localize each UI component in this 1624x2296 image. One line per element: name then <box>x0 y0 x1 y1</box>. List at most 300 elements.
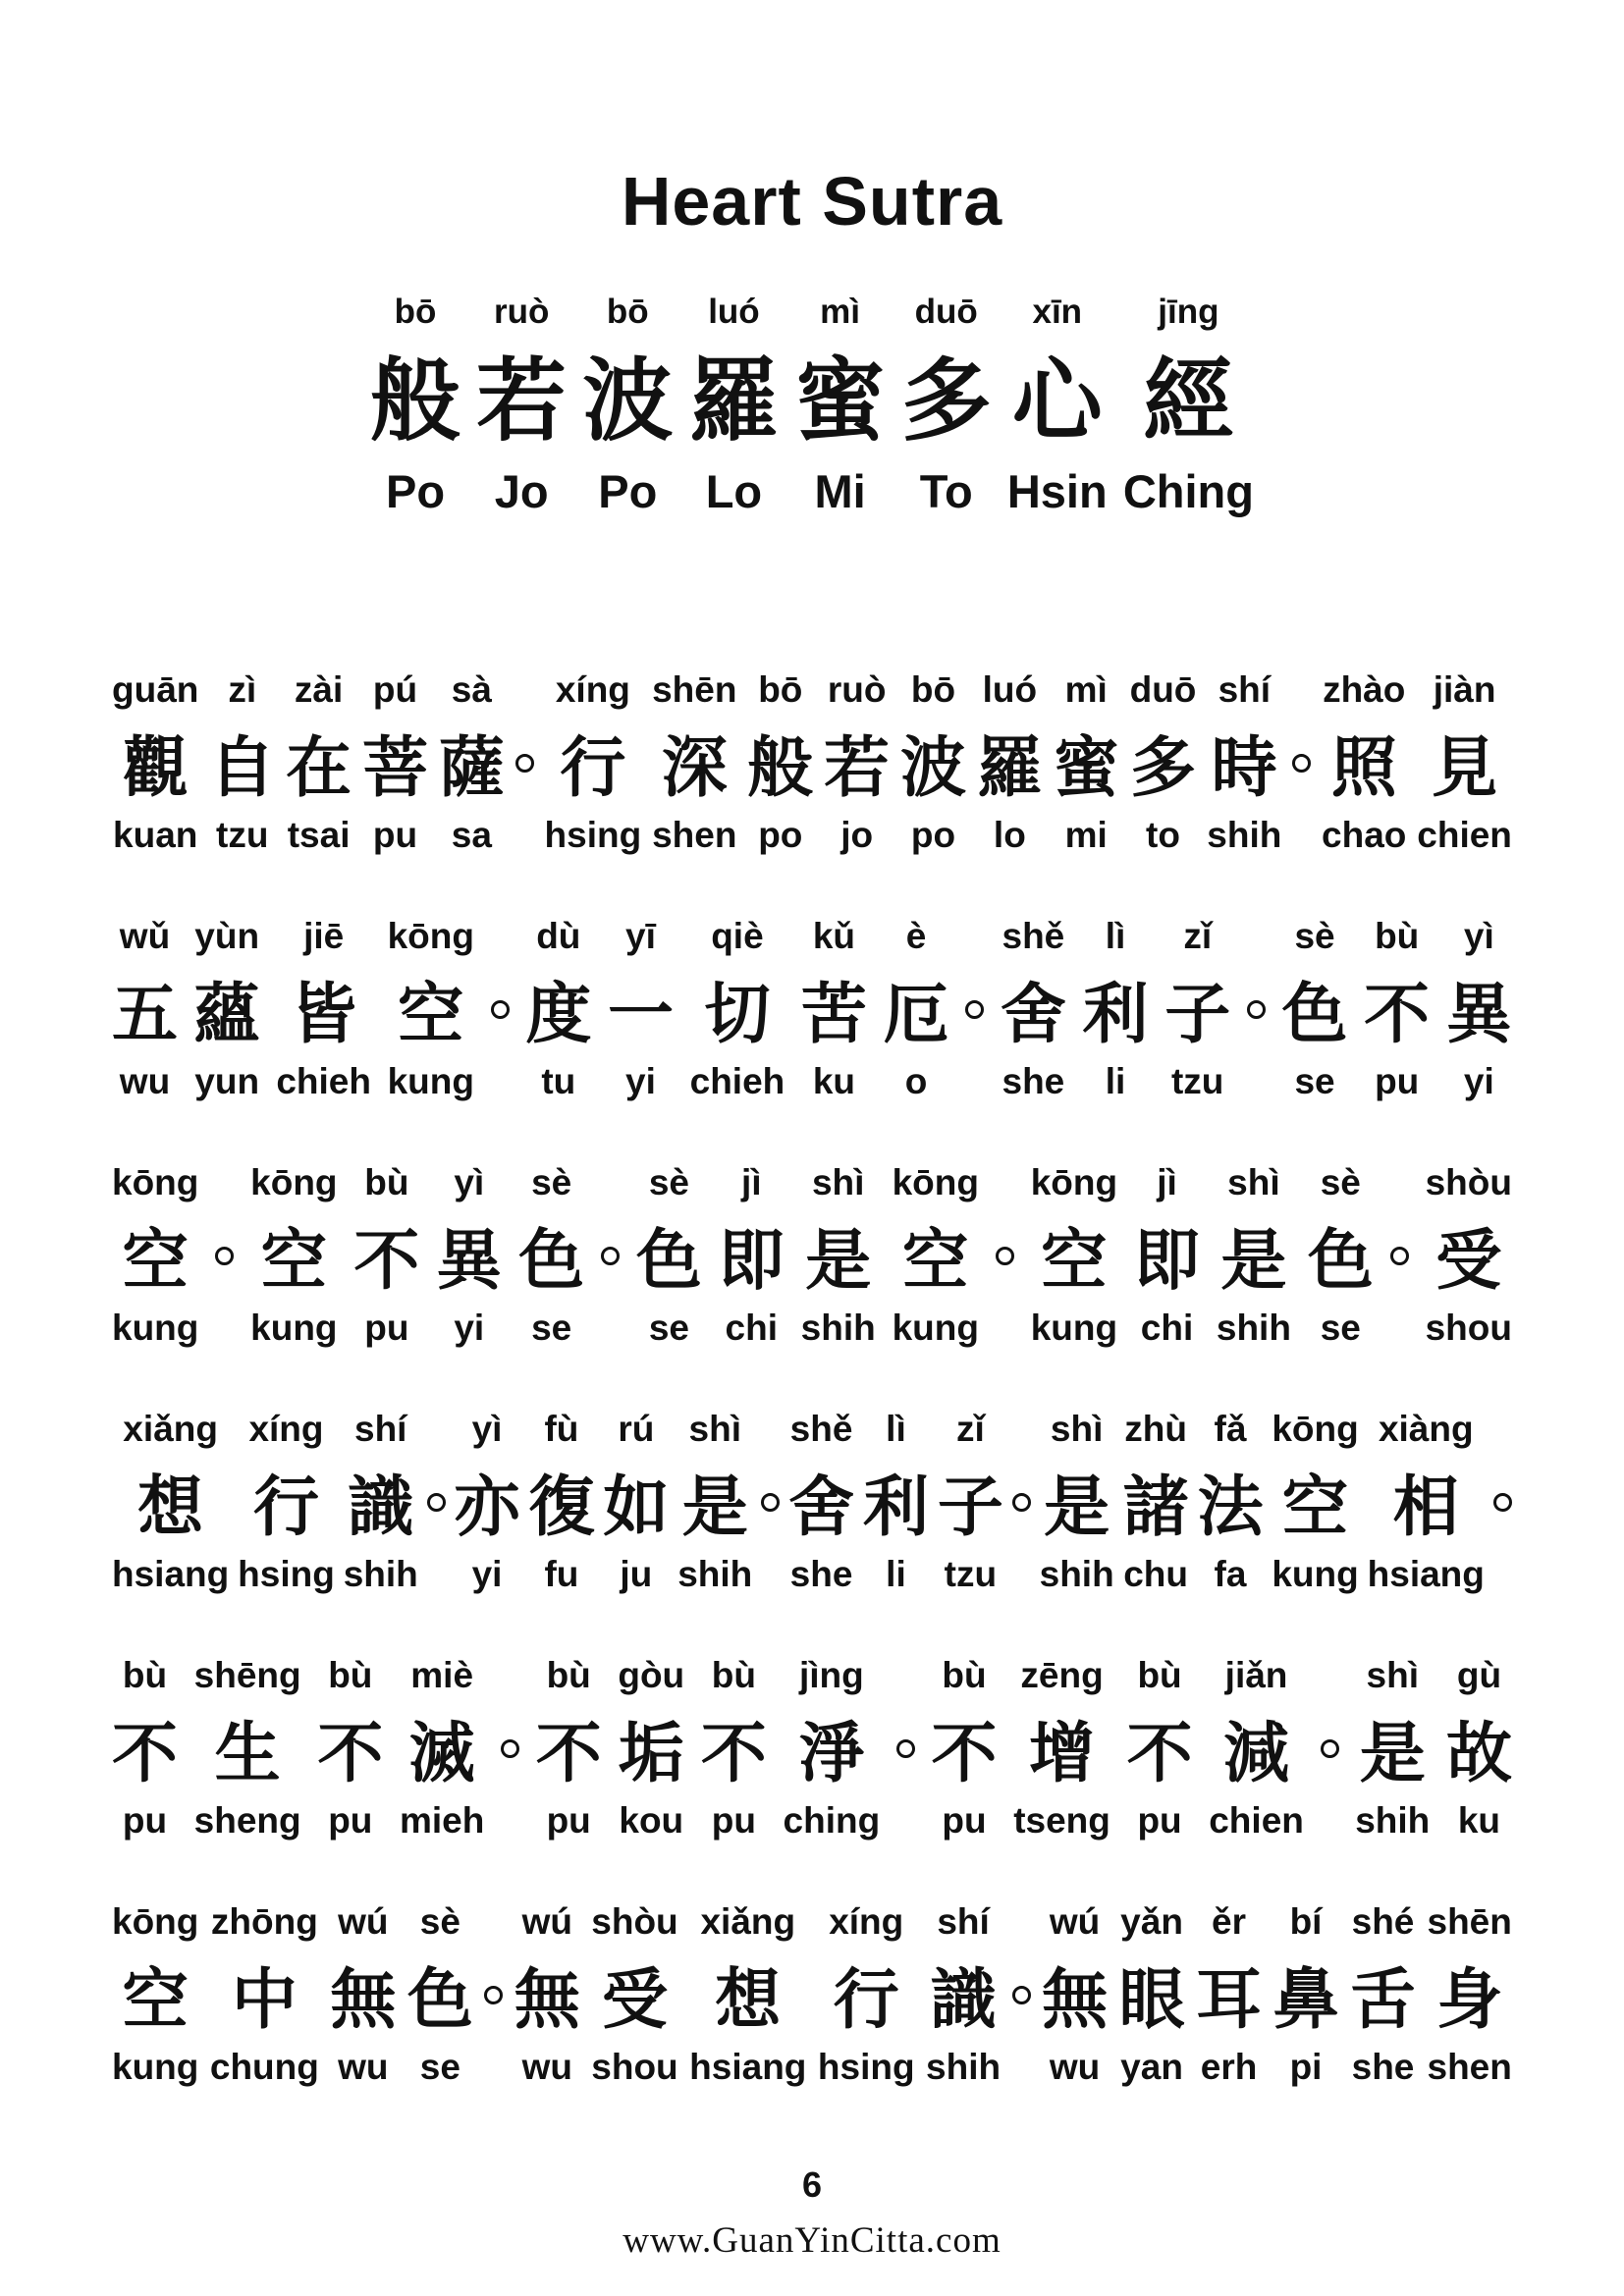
pinyin-syllable: jì <box>741 1162 762 1202</box>
wade-giles-syllable: kung <box>250 1308 338 1348</box>
syllable-column <box>528 1399 594 1605</box>
punctuation-column <box>484 1892 503 2098</box>
pinyin-syllable: bō <box>910 669 956 710</box>
pinyin-syllable: shě <box>1001 916 1065 956</box>
syllable-column <box>1446 906 1512 1112</box>
hanzi-character: 即 <box>1134 1224 1200 1298</box>
ideographic-period <box>1493 1493 1512 1512</box>
ideographic-period <box>1390 1247 1409 1265</box>
punctuation-column <box>491 906 510 1112</box>
sutra-line-block <box>112 1645 1512 1851</box>
hanzi-character: 無 <box>330 1963 397 2037</box>
page-number: 6 <box>801 2164 823 2205</box>
syllable-column <box>690 906 785 1112</box>
syllable-column <box>1308 1152 1374 1359</box>
syllable-column <box>824 660 890 866</box>
wade-giles-syllable: se <box>531 1308 572 1348</box>
pinyin-syllable: jiē <box>303 916 345 956</box>
wade-giles-syllable: hsiang <box>1367 1554 1485 1594</box>
ideographic-period <box>761 1493 780 1512</box>
wade-giles-syllable: To <box>919 465 973 517</box>
hanzi-character: 眼 <box>1118 1963 1185 2037</box>
wade-giles-syllable: tseng <box>1013 1800 1110 1841</box>
hanzi-character: 色 <box>406 1963 473 2037</box>
pinyin-syllable: bù <box>1375 916 1420 956</box>
hanzi-character: 皆 <box>291 978 357 1051</box>
wade-giles-syllable: po <box>910 815 956 855</box>
pinyin-syllable: kōng <box>112 1162 199 1202</box>
pinyin-syllable: jīng <box>1158 293 1219 331</box>
wade-giles-syllable: kou <box>619 1800 684 1841</box>
wade-giles-syllable: pu <box>328 1800 373 1841</box>
wade-giles-syllable: shou <box>591 2047 678 2087</box>
wade-giles-syllable: ju <box>620 1554 653 1594</box>
wade-giles-syllable: chao <box>1322 815 1407 855</box>
syllable-column <box>1355 1645 1430 1851</box>
syllable-column <box>795 277 886 518</box>
hanzi-character: 法 <box>1197 1470 1264 1544</box>
ideographic-period <box>601 1247 620 1265</box>
pinyin-syllable: bù <box>942 1655 987 1695</box>
ideographic-period <box>515 754 534 773</box>
pinyin-syllable: shì <box>1227 1162 1280 1202</box>
wade-giles-syllable: shih <box>1355 1800 1431 1841</box>
hanzi-character: 是 <box>1044 1470 1110 1544</box>
syllable-column <box>1217 1152 1291 1359</box>
wade-giles-syllable: Jo <box>494 465 549 517</box>
pinyin-syllable: ruò <box>827 669 887 710</box>
wade-giles-syllable: pu <box>1375 1061 1420 1101</box>
pinyin-syllable: mì <box>820 293 860 331</box>
wade-giles-syllable: chien <box>1417 815 1512 855</box>
syllable-column <box>884 906 949 1112</box>
punctuation-column <box>215 1152 234 1359</box>
pinyin-syllable: ěr <box>1212 1901 1247 1942</box>
syllable-column <box>977 660 1043 866</box>
syllable-column <box>1123 1399 1189 1605</box>
pinyin-syllable: yùn <box>194 916 260 956</box>
pinyin-syllable: zǐ <box>955 1409 985 1449</box>
wade-giles-syllable: jo <box>840 815 874 855</box>
hanzi-character: 鼻 <box>1272 1963 1339 2037</box>
syllable-column <box>1083 906 1149 1112</box>
pinyin-syllable: miè <box>410 1655 474 1695</box>
syllable-column <box>719 1152 785 1359</box>
wade-giles-syllable: Ching <box>1122 465 1254 517</box>
wade-giles-syllable: pu <box>942 1800 987 1841</box>
wade-giles-syllable: kung <box>112 1308 199 1348</box>
syllable-column <box>210 1892 319 2098</box>
wade-giles-syllable: shih <box>1207 815 1282 855</box>
wade-giles-syllable: Po <box>598 465 658 517</box>
wade-giles-syllable: yi <box>1463 1061 1494 1101</box>
wade-giles-syllable: ching <box>783 1800 881 1841</box>
pinyin-syllable: shì <box>811 1162 865 1202</box>
hanzi-character: 在 <box>286 731 352 805</box>
wade-giles-syllable: sheng <box>193 1800 301 1841</box>
wade-giles-syllable: wu <box>119 1061 171 1101</box>
syllable-column <box>476 277 567 518</box>
hanzi-character: 若 <box>476 351 568 452</box>
wade-giles-syllable: Po <box>385 465 446 517</box>
pinyin-syllable: fǎ <box>1214 1409 1247 1449</box>
wade-giles-syllable: tsai <box>287 815 351 855</box>
pinyin-syllable: kǔ <box>812 916 856 956</box>
hanzi-character: 耳 <box>1196 1963 1263 2037</box>
punctuation-column <box>1321 1645 1339 1851</box>
pinyin-syllable: bō <box>394 293 437 331</box>
hanzi-character: 垢 <box>618 1717 684 1790</box>
pinyin-syllable: kōng <box>112 1901 199 1942</box>
syllable-column <box>518 1152 584 1359</box>
pinyin-syllable: rú <box>618 1409 655 1449</box>
hanzi-character: 空 <box>1041 1224 1108 1298</box>
hanzi-character: 異 <box>1445 978 1512 1051</box>
hanzi-character: 多 <box>900 351 992 452</box>
wade-giles-syllable: hsing <box>817 2047 915 2087</box>
syllable-column <box>455 1399 520 1605</box>
hanzi-character: 見 <box>1432 731 1498 805</box>
wade-giles-syllable: yi <box>454 1308 485 1348</box>
pinyin-syllable: bí <box>1289 1901 1323 1942</box>
syllable-column <box>1368 1399 1485 1605</box>
syllable-column <box>112 906 178 1112</box>
hanzi-character: 蜜 <box>794 351 886 452</box>
wade-giles-syllable: Lo <box>705 465 763 517</box>
hanzi-character: 空 <box>122 1963 189 2037</box>
pinyin-syllable: xīn <box>1032 293 1083 331</box>
pinyin-syllable: shì <box>1366 1655 1419 1695</box>
hanzi-character: 受 <box>1435 1224 1502 1298</box>
hanzi-character: 切 <box>704 978 771 1051</box>
syllable-column <box>388 906 474 1112</box>
wade-giles-syllable: se <box>1294 1061 1335 1101</box>
hanzi-character: 深 <box>661 731 728 805</box>
hanzi-character: 想 <box>715 1963 782 2037</box>
hanzi-character: 蜜 <box>1053 731 1119 805</box>
hanzi-character: 薩 <box>438 731 505 805</box>
pinyin-syllable: shòu <box>1425 1162 1512 1202</box>
syllable-column <box>238 1399 335 1605</box>
sutra-line-block <box>112 906 1512 1112</box>
syllable-column <box>1426 1152 1512 1359</box>
pinyin-syllable: kōng <box>250 1162 338 1202</box>
hanzi-character: 受 <box>601 1963 668 2037</box>
hanzi-character: 不 <box>317 1717 384 1790</box>
wade-giles-syllable: chi <box>725 1308 779 1348</box>
hanzi-character: 空 <box>1282 1470 1349 1544</box>
pinyin-syllable: ruò <box>493 293 550 331</box>
pinyin-syllable: guān <box>112 669 199 710</box>
hanzi-character: 不 <box>931 1717 998 1790</box>
syllable-column <box>400 1645 484 1851</box>
wade-giles-syllable: shih <box>1216 1308 1291 1348</box>
ideographic-period <box>491 1000 510 1019</box>
pinyin-syllable: dù <box>536 916 581 956</box>
title-section <box>112 0 1512 518</box>
syllable-column <box>317 1645 383 1851</box>
punctuation-column <box>965 906 984 1112</box>
wade-giles-syllable: hsiang <box>112 1554 230 1594</box>
hanzi-character: 般 <box>747 731 814 805</box>
hanzi-character: 行 <box>560 731 626 805</box>
pinyin-syllable: shí <box>1218 669 1272 710</box>
pinyin-syllable: bù <box>364 1162 409 1202</box>
syllable-column <box>112 660 198 866</box>
wade-giles-syllable: shih <box>1039 1554 1114 1594</box>
pinyin-syllable: mì <box>1064 669 1108 710</box>
hanzi-character: 舌 <box>1350 1963 1417 2037</box>
pinyin-syllable: yī <box>625 916 656 956</box>
syllable-column <box>1119 1892 1185 2098</box>
punctuation-column <box>1012 1892 1031 2098</box>
hanzi-character: 故 <box>1445 1717 1512 1790</box>
hanzi-character: 身 <box>1436 1963 1503 2037</box>
hanzi-character: 度 <box>525 978 592 1051</box>
hanzi-character: 苦 <box>800 978 867 1051</box>
hanzi-character: 色 <box>1307 1224 1374 1298</box>
pinyin-syllable: pú <box>372 669 418 710</box>
hanzi-character: 舍 <box>788 1470 855 1544</box>
syllable-column <box>1364 906 1430 1112</box>
hanzi-character: 生 <box>214 1717 281 1790</box>
syllable-column <box>926 1892 1001 2098</box>
wade-giles-syllable: se <box>419 2047 460 2087</box>
pinyin-syllable: yì <box>471 1409 503 1449</box>
hanzi-character: 子 <box>937 1470 1003 1544</box>
syllable-column <box>900 660 966 866</box>
syllable-column <box>362 660 428 866</box>
syllable-column <box>1164 906 1230 1112</box>
pinyin-syllable: shé <box>1351 1901 1415 1942</box>
hanzi-character: 五 <box>112 978 178 1051</box>
hanzi-character: 空 <box>398 978 464 1051</box>
syllable-column <box>112 1152 198 1359</box>
syllable-column <box>344 1399 418 1605</box>
wade-giles-syllable: li <box>886 1554 906 1594</box>
pinyin-syllable: zēng <box>1020 1655 1104 1695</box>
wade-giles-syllable: yi <box>625 1061 656 1101</box>
page-footer <box>0 2164 1624 2261</box>
hanzi-character: 異 <box>436 1224 503 1298</box>
hanzi-character: 滅 <box>408 1717 475 1790</box>
pinyin-syllable: lì <box>886 1409 906 1449</box>
syllable-column <box>209 660 275 866</box>
pinyin-syllable: wú <box>521 1901 572 1942</box>
pinyin-syllable: yǎn <box>1120 1901 1183 1942</box>
ideographic-period <box>427 1493 446 1512</box>
hanzi-character: 行 <box>252 1470 319 1544</box>
wade-giles-syllable: o <box>904 1061 928 1101</box>
pinyin-syllable: jìng <box>798 1655 864 1695</box>
hanzi-character: 如 <box>603 1470 670 1544</box>
syllable-column <box>582 277 673 518</box>
syllable-column <box>801 906 867 1112</box>
syllable-column <box>603 1399 669 1605</box>
pinyin-syllable: shì <box>688 1409 741 1449</box>
wade-giles-syllable: yun <box>194 1061 260 1101</box>
sutra-line-block <box>112 1152 1512 1359</box>
pinyin-syllable: qiè <box>711 916 764 956</box>
pinyin-syllable: wú <box>1049 1901 1101 1942</box>
wade-giles-syllable: Mi <box>814 465 866 517</box>
wade-giles-syllable: li <box>1105 1061 1126 1101</box>
syllable-column <box>784 1645 881 1851</box>
ideographic-period <box>1247 1000 1266 1019</box>
syllable-column <box>1322 660 1406 866</box>
syllable-column <box>618 1645 684 1851</box>
hanzi-character: 諸 <box>1122 1470 1189 1544</box>
hanzi-character: 若 <box>824 731 891 805</box>
wade-giles-syllable: pu <box>372 815 418 855</box>
syllable-column <box>286 660 352 866</box>
wade-giles-syllable: hsing <box>544 815 642 855</box>
hanzi-character: 相 <box>1392 1470 1459 1544</box>
wade-giles-syllable: kung <box>1030 1308 1118 1348</box>
pinyin-syllable: zhù <box>1124 1409 1187 1449</box>
hanzi-character: 增 <box>1029 1717 1096 1790</box>
ideographic-period <box>501 1739 519 1758</box>
ideographic-period <box>215 1247 234 1265</box>
syllable-column <box>407 1892 473 2098</box>
sutra-body <box>112 660 1512 2098</box>
wade-giles-syllable: she <box>1001 1061 1065 1101</box>
syllable-column <box>545 660 642 866</box>
hanzi-character: 中 <box>231 1963 298 2037</box>
wade-giles-syllable: tu <box>541 1061 576 1101</box>
pinyin-syllable: sè <box>1294 916 1335 956</box>
wade-giles-syllable: shih <box>677 1554 753 1594</box>
syllable-column <box>1282 906 1348 1112</box>
pinyin-syllable: bù <box>122 1655 168 1695</box>
ideographic-period <box>484 1986 503 2004</box>
hanzi-character: 自 <box>209 731 276 805</box>
hanzi-character: 復 <box>528 1470 595 1544</box>
wade-giles-syllable: erh <box>1200 2047 1258 2087</box>
hanzi-character: 空 <box>122 1224 189 1298</box>
pinyin-syllable: shēn <box>1427 1901 1512 1942</box>
pinyin-syllable: zì <box>228 669 257 710</box>
pinyin-syllable: duō <box>914 293 978 331</box>
syllable-column <box>938 1399 1003 1605</box>
wade-giles-syllable: pu <box>1137 1800 1182 1841</box>
hanzi-character: 波 <box>900 731 967 805</box>
wade-giles-syllable: pu <box>364 1308 409 1348</box>
syllable-column <box>1123 277 1254 518</box>
punctuation-column <box>1012 1399 1031 1605</box>
punctuation-column <box>896 1645 915 1851</box>
sutra-title-transliteration <box>370 277 1254 518</box>
pinyin-syllable: sè <box>1320 1162 1361 1202</box>
hanzi-character: 時 <box>1211 731 1277 805</box>
wade-giles-syllable: ku <box>1457 1800 1501 1841</box>
syllable-column <box>112 1892 198 2098</box>
syllable-column <box>1054 660 1119 866</box>
pinyin-syllable: bō <box>758 669 803 710</box>
syllable-column <box>276 906 371 1112</box>
punctuation-column <box>515 660 534 866</box>
sutra-line-block <box>112 1892 1512 2098</box>
syllable-column <box>677 1399 752 1605</box>
punctuation-column <box>996 1152 1014 1359</box>
wade-giles-syllable: wu <box>1049 2047 1101 2087</box>
wade-giles-syllable: pi <box>1289 2047 1323 2087</box>
wade-giles-syllable: shen <box>1427 2047 1512 2087</box>
hanzi-character: 不 <box>700 1717 767 1790</box>
hanzi-character: 色 <box>635 1224 702 1298</box>
syllable-column <box>801 1152 876 1359</box>
syllable-column <box>1428 1892 1512 2098</box>
pinyin-syllable: xiǎng <box>123 1409 218 1449</box>
wade-giles-syllable: kuan <box>113 815 198 855</box>
wade-giles-syllable: wu <box>521 2047 572 2087</box>
pinyin-syllable: xíng <box>555 669 630 710</box>
hanzi-character: 觀 <box>122 731 189 805</box>
pinyin-syllable: luó <box>708 293 760 331</box>
syllable-column <box>901 277 992 518</box>
wade-giles-syllable: shou <box>1425 1308 1512 1348</box>
website-link[interactable]: www.GuanYinCitta.com <box>623 2220 1001 2261</box>
wade-giles-syllable: po <box>758 815 803 855</box>
syllable-column <box>514 1892 580 2098</box>
pinyin-syllable: shì <box>1050 1409 1104 1449</box>
pinyin-syllable: wǔ <box>119 916 171 956</box>
wade-giles-syllable: hsiang <box>689 2047 807 2087</box>
pinyin-syllable: jì <box>1157 1162 1177 1202</box>
pinyin-syllable: shě <box>789 1409 853 1449</box>
ideographic-period <box>1012 1986 1031 2004</box>
syllable-column <box>1272 1399 1358 1605</box>
hanzi-character: 不 <box>535 1717 602 1790</box>
pinyin-syllable: zài <box>294 669 344 710</box>
syllable-column <box>636 1152 702 1359</box>
syllable-column <box>1134 1152 1200 1359</box>
hanzi-character: 亦 <box>454 1470 520 1544</box>
hanzi-character: 子 <box>1164 978 1231 1051</box>
hanzi-character: 無 <box>514 1963 580 2037</box>
syllable-column <box>1127 1645 1193 1851</box>
wade-giles-syllable: sa <box>451 815 492 855</box>
punctuation-column <box>501 1645 519 1851</box>
pinyin-syllable: bù <box>328 1655 373 1695</box>
wade-giles-syllable: chu <box>1123 1554 1188 1594</box>
wade-giles-syllable: mi <box>1064 815 1108 855</box>
wade-giles-syllable: yi <box>471 1554 503 1594</box>
syllable-column <box>689 1892 806 2098</box>
pinyin-syllable: bù <box>711 1655 756 1695</box>
pinyin-syllable: shòu <box>591 1901 678 1942</box>
pinyin-syllable: xíng <box>829 1901 904 1942</box>
wade-giles-syllable: kung <box>1272 1554 1359 1594</box>
ideographic-period <box>1012 1493 1031 1512</box>
hanzi-character: 蘊 <box>193 978 260 1051</box>
syllable-column <box>788 1399 854 1605</box>
hanzi-character: 色 <box>518 1224 585 1298</box>
hanzi-character: 行 <box>833 1963 899 2037</box>
hanzi-character: 是 <box>805 1224 872 1298</box>
wade-giles-syllable: mieh <box>399 1800 485 1841</box>
syllable-column <box>652 660 736 866</box>
punctuation-column <box>427 1399 446 1605</box>
pinyin-syllable: jiàn <box>1433 669 1496 710</box>
hanzi-character: 般 <box>370 351 461 452</box>
ideographic-period <box>965 1000 984 1019</box>
pinyin-syllable: gù <box>1456 1655 1502 1695</box>
wade-giles-syllable: she <box>1351 2047 1415 2087</box>
syllable-column <box>701 1645 767 1851</box>
syllable-column <box>747 660 813 866</box>
pinyin-syllable: zhào <box>1323 669 1406 710</box>
